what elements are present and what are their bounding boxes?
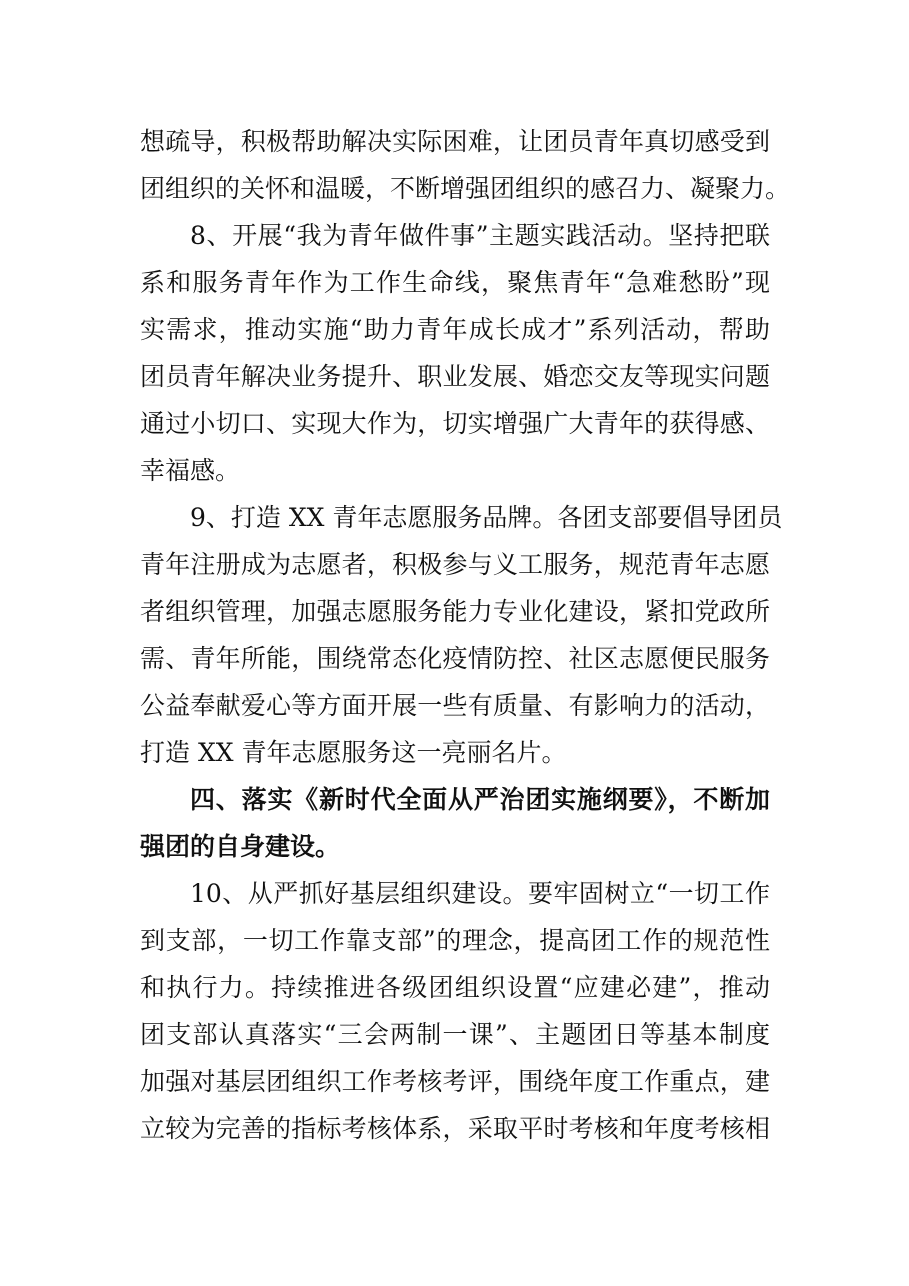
paragraph-line: 幸福感。 (140, 456, 241, 485)
paragraph-line: 需、青年所能，围绕常态化疫情防控、社区志愿便民服务 (140, 644, 770, 673)
paragraph-line: 系和服务青年作为工作生命线，聚焦青年“急难愁盼”现 (140, 268, 770, 297)
paragraph-line: 者组织管理，加强志愿服务能力专业化建设，紧扣党政所 (140, 597, 770, 626)
paragraph-line: 立较为完善的指标考核体系，采取平时考核和年度考核相 (140, 1114, 770, 1143)
paragraph-line: 想疏导，积极帮助解决实际困难，让团员青年真切感受到 (140, 127, 770, 156)
paragraph-line: 9、打造 XX 青年志愿服务品牌。各团支部要倡导团员 (190, 503, 783, 532)
paragraph-line: 10、从严抓好基层组织建设。要牢固树立“一切工作 (190, 879, 770, 908)
paragraph-line: 团组织的关怀和温暖，不断增强团组织的感召力、凝聚力。 (140, 174, 791, 203)
paragraph-line: 青年注册成为志愿者，积极参与义工服务，规范青年志愿 (140, 550, 770, 579)
paragraph-line: 通过小切口、实现大作为，切实增强广大青年的获得感、 (140, 409, 770, 438)
section-heading: 四、落实《新时代全面从严治团实施纲要》，不断加 (190, 785, 770, 814)
paragraph-line: 8、开展“我为青年做件事”主题实践活动。坚持把联 (190, 221, 770, 250)
paragraph-line: 公益奉献爱心等方面开展一些有质量、有影响力的活动， (140, 691, 770, 720)
paragraph-line: 到支部，一切工作靠支部”的理念，提高团工作的规范性 (140, 926, 770, 955)
paragraph-line: 实需求，推动实施“助力青年成长成才”系列活动，帮助 (140, 315, 770, 344)
paragraph-line: 和执行力。持续推进各级团组织设置“应建必建”，推动 (140, 973, 770, 1002)
paragraph-line: 打造 XX 青年志愿服务这一亮丽名片。 (140, 738, 567, 767)
paragraph-line: 加强对基层团组织工作考核考评，围绕年度工作重点，建 (140, 1067, 770, 1096)
paragraph-line: 团员青年解决业务提升、职业发展、婚恋交友等现实问题 (140, 362, 770, 391)
paragraph-line: 团支部认真落实“三会两制一课”、主题团日等基本制度 (140, 1020, 770, 1049)
section-heading: 强团的自身建设。 (140, 832, 341, 861)
